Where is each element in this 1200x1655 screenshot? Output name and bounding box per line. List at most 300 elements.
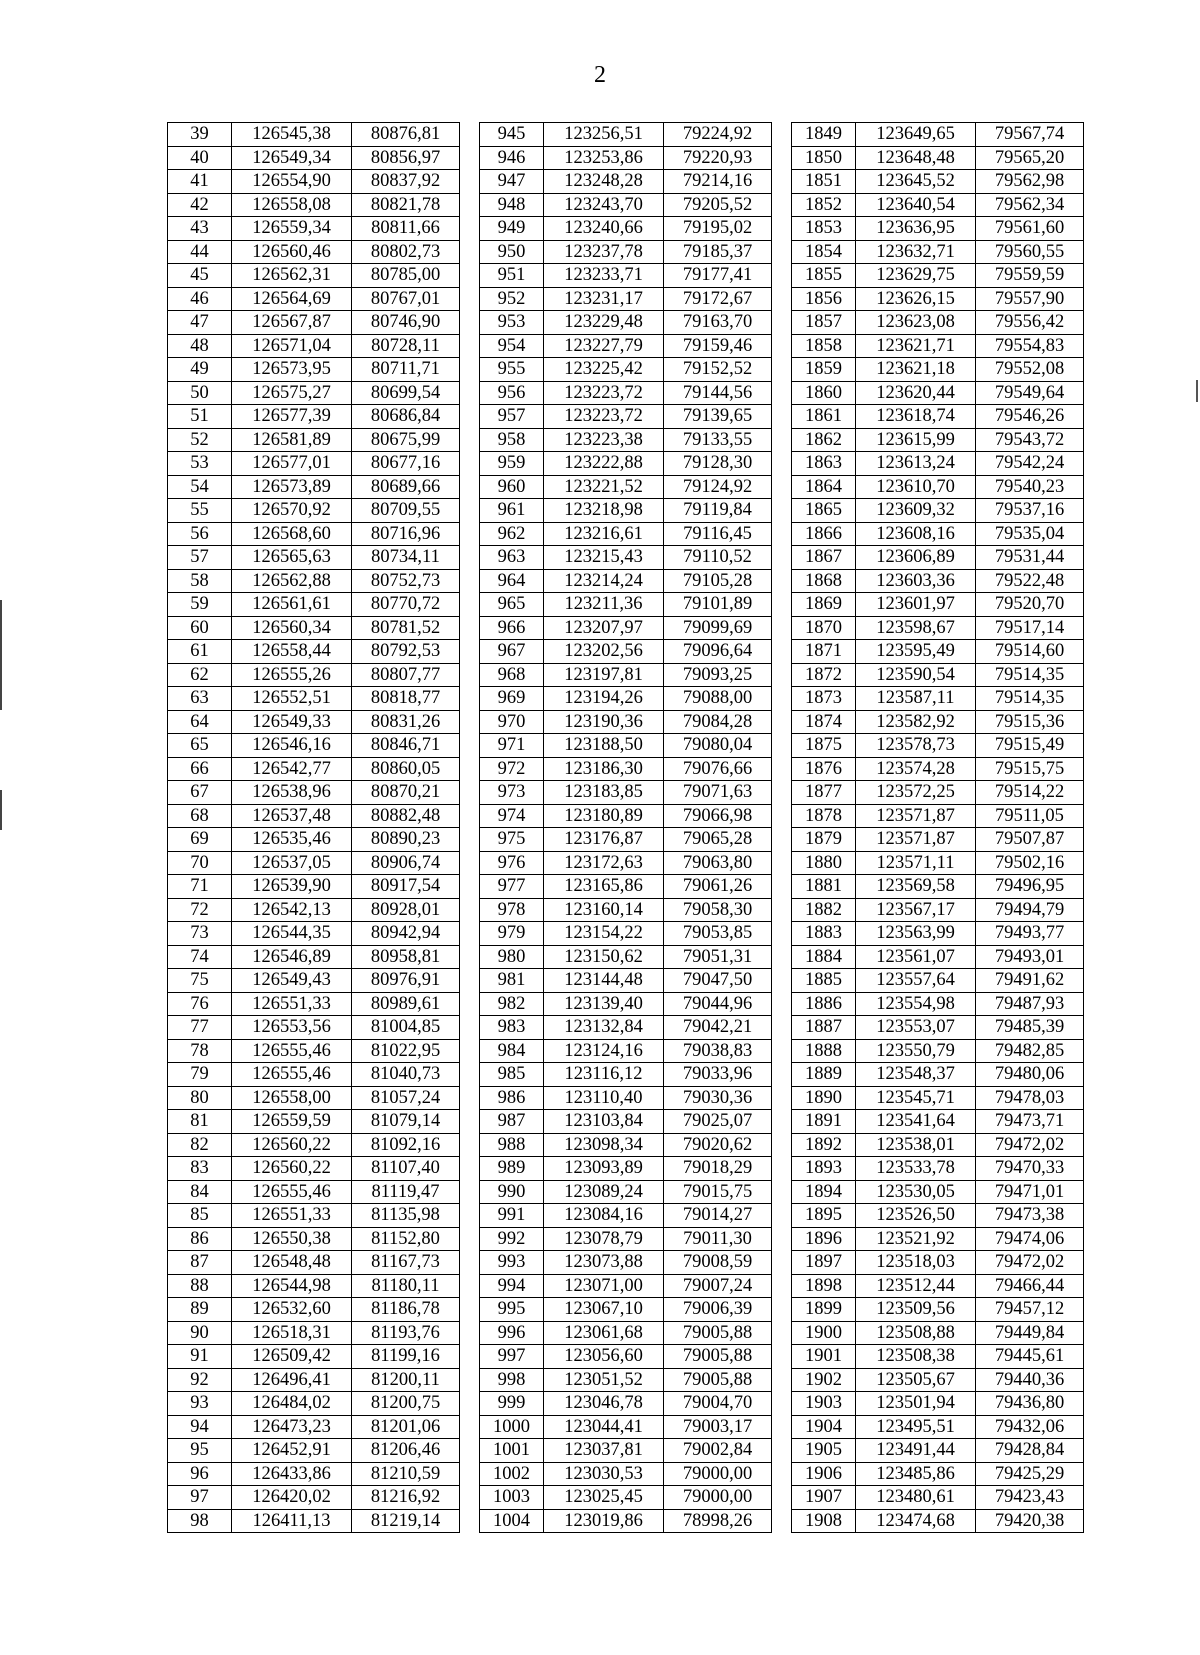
x-coordinate-cell: 126558,08: [232, 193, 352, 217]
x-coordinate-cell: 123521,92: [856, 1227, 976, 1251]
column-gap: [772, 240, 792, 264]
column-gap: [772, 546, 792, 570]
column-gap: [772, 1392, 792, 1416]
x-coordinate-cell: 123606,89: [856, 546, 976, 570]
x-coordinate-cell: 123554,98: [856, 992, 976, 1016]
point-number-cell: 1891: [792, 1110, 856, 1134]
point-number-cell: 992: [480, 1227, 544, 1251]
y-coordinate-cell: 79220,93: [664, 146, 772, 170]
x-coordinate-cell: 123505,67: [856, 1368, 976, 1392]
x-coordinate-cell: 126558,44: [232, 640, 352, 664]
x-coordinate-cell: 123051,52: [544, 1368, 664, 1392]
y-coordinate-cell: 79546,26: [976, 405, 1084, 429]
y-coordinate-cell: 79561,60: [976, 217, 1084, 241]
x-coordinate-cell: 123574,28: [856, 757, 976, 781]
y-coordinate-cell: 80792,53: [352, 640, 460, 664]
column-gap: [460, 334, 480, 358]
point-number-cell: 77: [168, 1016, 232, 1040]
x-coordinate-cell: 123132,84: [544, 1016, 664, 1040]
point-number-cell: 57: [168, 546, 232, 570]
y-coordinate-cell: 80870,21: [352, 781, 460, 805]
point-number-cell: 952: [480, 287, 544, 311]
point-number-cell: 1905: [792, 1439, 856, 1463]
column-gap: [772, 1439, 792, 1463]
column-gap: [772, 922, 792, 946]
y-coordinate-cell: 79522,48: [976, 569, 1084, 593]
point-number-cell: 959: [480, 452, 544, 476]
point-number-cell: 97: [168, 1486, 232, 1510]
y-coordinate-cell: 78998,26: [664, 1509, 772, 1533]
point-number-cell: 73: [168, 922, 232, 946]
table-row: [168, 1110, 1084, 1134]
column-gap: [460, 381, 480, 405]
table-row: [168, 640, 1084, 664]
y-coordinate-cell: 79006,39: [664, 1298, 772, 1322]
point-number-cell: 1870: [792, 616, 856, 640]
column-gap: [772, 828, 792, 852]
column-gap: [460, 452, 480, 476]
point-number-cell: 1892: [792, 1133, 856, 1157]
y-coordinate-cell: 80807,77: [352, 663, 460, 687]
column-gap: [772, 804, 792, 828]
x-coordinate-cell: 126537,05: [232, 851, 352, 875]
point-number-cell: 1859: [792, 358, 856, 382]
point-number-cell: 60: [168, 616, 232, 640]
x-coordinate-cell: 126539,90: [232, 875, 352, 899]
x-coordinate-cell: 123190,36: [544, 710, 664, 734]
column-gap: [772, 1321, 792, 1345]
y-coordinate-cell: 80752,73: [352, 569, 460, 593]
column-gap: [460, 1509, 480, 1533]
x-coordinate-cell: 123509,56: [856, 1298, 976, 1322]
column-gap: [772, 428, 792, 452]
column-gap: [772, 264, 792, 288]
x-coordinate-cell: 123227,79: [544, 334, 664, 358]
x-coordinate-cell: 123233,71: [544, 264, 664, 288]
y-coordinate-cell: 81200,75: [352, 1392, 460, 1416]
column-gap: [460, 499, 480, 523]
x-coordinate-cell: 123598,67: [856, 616, 976, 640]
point-number-cell: 1880: [792, 851, 856, 875]
point-number-cell: 51: [168, 405, 232, 429]
x-coordinate-cell: 123541,64: [856, 1110, 976, 1134]
point-number-cell: 1857: [792, 311, 856, 335]
table-row: [168, 969, 1084, 993]
column-gap: [772, 146, 792, 170]
y-coordinate-cell: 80709,55: [352, 499, 460, 523]
y-coordinate-cell: 79473,71: [976, 1110, 1084, 1134]
x-coordinate-cell: 123569,58: [856, 875, 976, 899]
point-number-cell: 1898: [792, 1274, 856, 1298]
point-number-cell: 978: [480, 898, 544, 922]
column-gap: [460, 1415, 480, 1439]
x-coordinate-cell: 126558,00: [232, 1086, 352, 1110]
point-number-cell: 1864: [792, 475, 856, 499]
y-coordinate-cell: 81210,59: [352, 1462, 460, 1486]
x-coordinate-cell: 123071,00: [544, 1274, 664, 1298]
x-coordinate-cell: 123073,88: [544, 1251, 664, 1275]
column-gap: [460, 1368, 480, 1392]
column-gap: [772, 1086, 792, 1110]
column-gap: [772, 1157, 792, 1181]
point-number-cell: 986: [480, 1086, 544, 1110]
point-number-cell: 61: [168, 640, 232, 664]
table-row: [168, 1439, 1084, 1463]
point-number-cell: 92: [168, 1368, 232, 1392]
x-coordinate-cell: 123223,72: [544, 381, 664, 405]
y-coordinate-cell: 79485,39: [976, 1016, 1084, 1040]
y-coordinate-cell: 80716,96: [352, 522, 460, 546]
column-gap: [460, 804, 480, 828]
point-number-cell: 1900: [792, 1321, 856, 1345]
y-coordinate-cell: 80770,72: [352, 593, 460, 617]
table-row: [168, 922, 1084, 946]
table-row: [168, 1462, 1084, 1486]
point-number-cell: 1875: [792, 734, 856, 758]
y-coordinate-cell: 81199,16: [352, 1345, 460, 1369]
y-coordinate-cell: 80811,66: [352, 217, 460, 241]
column-gap: [460, 1439, 480, 1463]
y-coordinate-cell: 80958,81: [352, 945, 460, 969]
x-coordinate-cell: 123590,54: [856, 663, 976, 687]
x-coordinate-cell: 123211,36: [544, 593, 664, 617]
y-coordinate-cell: 79011,30: [664, 1227, 772, 1251]
y-coordinate-cell: 80860,05: [352, 757, 460, 781]
y-coordinate-cell: 80837,92: [352, 170, 460, 194]
column-gap: [772, 710, 792, 734]
column-gap: [460, 569, 480, 593]
y-coordinate-cell: 79007,24: [664, 1274, 772, 1298]
point-number-cell: 951: [480, 264, 544, 288]
point-number-cell: 1862: [792, 428, 856, 452]
y-coordinate-cell: 79195,02: [664, 217, 772, 241]
column-gap: [772, 499, 792, 523]
y-coordinate-cell: 79144,56: [664, 381, 772, 405]
y-coordinate-cell: 79514,35: [976, 687, 1084, 711]
column-gap: [772, 898, 792, 922]
column-gap: [460, 1110, 480, 1134]
x-coordinate-cell: 123144,48: [544, 969, 664, 993]
point-number-cell: 961: [480, 499, 544, 523]
table-row: [168, 663, 1084, 687]
x-coordinate-cell: 123623,08: [856, 311, 976, 335]
y-coordinate-cell: 79033,96: [664, 1063, 772, 1087]
scan-edge-mark: [1196, 380, 1198, 402]
table-row: [168, 1345, 1084, 1369]
column-gap: [460, 898, 480, 922]
x-coordinate-cell: 123025,45: [544, 1486, 664, 1510]
table-row: [168, 1274, 1084, 1298]
point-number-cell: 1001: [480, 1439, 544, 1463]
point-number-cell: 989: [480, 1157, 544, 1181]
x-coordinate-cell: 126564,69: [232, 287, 352, 311]
point-number-cell: 74: [168, 945, 232, 969]
x-coordinate-cell: 126537,48: [232, 804, 352, 828]
scan-edge-mark: [0, 600, 2, 710]
y-coordinate-cell: 80856,97: [352, 146, 460, 170]
y-coordinate-cell: 79559,59: [976, 264, 1084, 288]
x-coordinate-cell: 126433,86: [232, 1462, 352, 1486]
x-coordinate-cell: 123632,71: [856, 240, 976, 264]
point-number-cell: 954: [480, 334, 544, 358]
table-row: [168, 945, 1084, 969]
point-number-cell: 965: [480, 593, 544, 617]
x-coordinate-cell: 123572,25: [856, 781, 976, 805]
point-number-cell: 993: [480, 1251, 544, 1275]
table-row: [168, 851, 1084, 875]
point-number-cell: 91: [168, 1345, 232, 1369]
point-number-cell: 977: [480, 875, 544, 899]
x-coordinate-cell: 123491,44: [856, 1439, 976, 1463]
x-coordinate-cell: 123044,41: [544, 1415, 664, 1439]
column-gap: [460, 781, 480, 805]
y-coordinate-cell: 79482,85: [976, 1039, 1084, 1063]
x-coordinate-cell: 123648,48: [856, 146, 976, 170]
column-gap: [772, 1110, 792, 1134]
column-gap: [772, 945, 792, 969]
column-gap: [460, 358, 480, 382]
column-gap: [772, 875, 792, 899]
column-gap: [772, 734, 792, 758]
point-number-cell: 40: [168, 146, 232, 170]
x-coordinate-cell: 123530,05: [856, 1180, 976, 1204]
point-number-cell: 948: [480, 193, 544, 217]
x-coordinate-cell: 123649,65: [856, 123, 976, 147]
column-gap: [460, 663, 480, 687]
x-coordinate-cell: 126555,46: [232, 1180, 352, 1204]
x-coordinate-cell: 123640,54: [856, 193, 976, 217]
table-row: [168, 828, 1084, 852]
column-gap: [460, 945, 480, 969]
point-number-cell: 88: [168, 1274, 232, 1298]
y-coordinate-cell: 79471,01: [976, 1180, 1084, 1204]
x-coordinate-cell: 123474,68: [856, 1509, 976, 1533]
point-number-cell: 1906: [792, 1462, 856, 1486]
x-coordinate-cell: 123225,42: [544, 358, 664, 382]
y-coordinate-cell: 79537,16: [976, 499, 1084, 523]
point-number-cell: 43: [168, 217, 232, 241]
y-coordinate-cell: 79159,46: [664, 334, 772, 358]
column-gap: [460, 1133, 480, 1157]
x-coordinate-cell: 126559,34: [232, 217, 352, 241]
column-gap: [772, 1274, 792, 1298]
x-coordinate-cell: 123582,92: [856, 710, 976, 734]
y-coordinate-cell: 79420,38: [976, 1509, 1084, 1533]
x-coordinate-cell: 126551,33: [232, 1204, 352, 1228]
x-coordinate-cell: 126568,60: [232, 522, 352, 546]
point-number-cell: 1887: [792, 1016, 856, 1040]
table-row: [168, 1509, 1084, 1533]
point-number-cell: 1858: [792, 334, 856, 358]
point-number-cell: 1889: [792, 1063, 856, 1087]
x-coordinate-cell: 123139,40: [544, 992, 664, 1016]
y-coordinate-cell: 79474,06: [976, 1227, 1084, 1251]
y-coordinate-cell: 79565,20: [976, 146, 1084, 170]
y-coordinate-cell: 79493,77: [976, 922, 1084, 946]
x-coordinate-cell: 123154,22: [544, 922, 664, 946]
point-number-cell: 973: [480, 781, 544, 805]
x-coordinate-cell: 126562,88: [232, 569, 352, 593]
y-coordinate-cell: 79008,59: [664, 1251, 772, 1275]
y-coordinate-cell: 79466,44: [976, 1274, 1084, 1298]
x-coordinate-cell: 123188,50: [544, 734, 664, 758]
point-number-cell: 955: [480, 358, 544, 382]
table-row: [168, 1298, 1084, 1322]
y-coordinate-cell: 80928,01: [352, 898, 460, 922]
column-gap: [772, 569, 792, 593]
y-coordinate-cell: 79116,45: [664, 522, 772, 546]
y-coordinate-cell: 79076,66: [664, 757, 772, 781]
y-coordinate-cell: 79457,12: [976, 1298, 1084, 1322]
y-coordinate-cell: 79058,30: [664, 898, 772, 922]
column-gap: [460, 1298, 480, 1322]
point-number-cell: 68: [168, 804, 232, 828]
column-gap: [460, 1157, 480, 1181]
point-number-cell: 78: [168, 1039, 232, 1063]
x-coordinate-cell: 123626,15: [856, 287, 976, 311]
column-gap: [772, 1039, 792, 1063]
point-number-cell: 42: [168, 193, 232, 217]
y-coordinate-cell: 79088,00: [664, 687, 772, 711]
x-coordinate-cell: 123618,74: [856, 405, 976, 429]
x-coordinate-cell: 123078,79: [544, 1227, 664, 1251]
point-number-cell: 985: [480, 1063, 544, 1087]
point-number-cell: 49: [168, 358, 232, 382]
y-coordinate-cell: 80846,71: [352, 734, 460, 758]
x-coordinate-cell: 126545,38: [232, 123, 352, 147]
x-coordinate-cell: 126560,22: [232, 1157, 352, 1181]
point-number-cell: 86: [168, 1227, 232, 1251]
point-number-cell: 995: [480, 1298, 544, 1322]
table-row: [168, 1133, 1084, 1157]
y-coordinate-cell: 81219,14: [352, 1509, 460, 1533]
y-coordinate-cell: 81135,98: [352, 1204, 460, 1228]
y-coordinate-cell: 79540,23: [976, 475, 1084, 499]
y-coordinate-cell: 80785,00: [352, 264, 460, 288]
table-row: [168, 1086, 1084, 1110]
x-coordinate-cell: 126551,33: [232, 992, 352, 1016]
point-number-cell: 66: [168, 757, 232, 781]
column-gap: [460, 546, 480, 570]
y-coordinate-cell: 79119,84: [664, 499, 772, 523]
column-gap: [460, 1462, 480, 1486]
y-coordinate-cell: 80942,94: [352, 922, 460, 946]
table-row: [168, 358, 1084, 382]
x-coordinate-cell: 126577,01: [232, 452, 352, 476]
point-number-cell: 1902: [792, 1368, 856, 1392]
y-coordinate-cell: 81079,14: [352, 1110, 460, 1134]
y-coordinate-cell: 79428,84: [976, 1439, 1084, 1463]
y-coordinate-cell: 79487,93: [976, 992, 1084, 1016]
point-number-cell: 1882: [792, 898, 856, 922]
column-gap: [772, 781, 792, 805]
y-coordinate-cell: 79020,62: [664, 1133, 772, 1157]
point-number-cell: 1865: [792, 499, 856, 523]
x-coordinate-cell: 123202,56: [544, 640, 664, 664]
y-coordinate-cell: 80746,90: [352, 311, 460, 335]
table-row: [168, 875, 1084, 899]
column-gap: [772, 687, 792, 711]
column-gap: [772, 640, 792, 664]
x-coordinate-cell: 123571,11: [856, 851, 976, 875]
x-coordinate-cell: 123231,17: [544, 287, 664, 311]
y-coordinate-cell: 81107,40: [352, 1157, 460, 1181]
x-coordinate-cell: 126561,61: [232, 593, 352, 617]
column-gap: [460, 475, 480, 499]
column-gap: [772, 1415, 792, 1439]
point-number-cell: 1850: [792, 146, 856, 170]
y-coordinate-cell: 79152,52: [664, 358, 772, 382]
x-coordinate-cell: 123613,24: [856, 452, 976, 476]
y-coordinate-cell: 79535,04: [976, 522, 1084, 546]
column-gap: [772, 217, 792, 241]
point-number-cell: 983: [480, 1016, 544, 1040]
y-coordinate-cell: 80831,26: [352, 710, 460, 734]
point-number-cell: 1879: [792, 828, 856, 852]
x-coordinate-cell: 123160,14: [544, 898, 664, 922]
coordinates-table: [167, 122, 1084, 1533]
x-coordinate-cell: 123194,26: [544, 687, 664, 711]
x-coordinate-cell: 123571,87: [856, 828, 976, 852]
point-number-cell: 998: [480, 1368, 544, 1392]
table-row: [168, 710, 1084, 734]
y-coordinate-cell: 79101,89: [664, 593, 772, 617]
column-gap: [460, 146, 480, 170]
x-coordinate-cell: 126546,89: [232, 945, 352, 969]
x-coordinate-cell: 126552,51: [232, 687, 352, 711]
column-gap: [772, 1063, 792, 1087]
x-coordinate-cell: 126575,27: [232, 381, 352, 405]
point-number-cell: 1873: [792, 687, 856, 711]
y-coordinate-cell: 79502,16: [976, 851, 1084, 875]
point-number-cell: 990: [480, 1180, 544, 1204]
y-coordinate-cell: 79473,38: [976, 1204, 1084, 1228]
column-gap: [460, 757, 480, 781]
point-number-cell: 1869: [792, 593, 856, 617]
x-coordinate-cell: 126581,89: [232, 428, 352, 452]
point-number-cell: 53: [168, 452, 232, 476]
y-coordinate-cell: 79025,07: [664, 1110, 772, 1134]
table-row: [168, 1486, 1084, 1510]
column-gap: [772, 1180, 792, 1204]
page-number: 2: [594, 62, 606, 88]
point-number-cell: 67: [168, 781, 232, 805]
point-number-cell: 1861: [792, 405, 856, 429]
y-coordinate-cell: 79552,08: [976, 358, 1084, 382]
point-number-cell: 970: [480, 710, 544, 734]
point-number-cell: 54: [168, 475, 232, 499]
y-coordinate-cell: 80728,11: [352, 334, 460, 358]
x-coordinate-cell: 123563,99: [856, 922, 976, 946]
point-number-cell: 76: [168, 992, 232, 1016]
table-row: [168, 1415, 1084, 1439]
column-gap: [460, 217, 480, 241]
table-row: [168, 1204, 1084, 1228]
table-row: [168, 1368, 1084, 1392]
y-coordinate-cell: 79445,61: [976, 1345, 1084, 1369]
point-number-cell: 1867: [792, 546, 856, 570]
column-gap: [460, 922, 480, 946]
x-coordinate-cell: 123545,71: [856, 1086, 976, 1110]
y-coordinate-cell: 81200,11: [352, 1368, 460, 1392]
y-coordinate-cell: 79449,84: [976, 1321, 1084, 1345]
column-gap: [460, 969, 480, 993]
point-number-cell: 1908: [792, 1509, 856, 1533]
point-number-cell: 950: [480, 240, 544, 264]
x-coordinate-cell: 123214,24: [544, 569, 664, 593]
column-gap: [460, 1227, 480, 1251]
column-gap: [772, 1133, 792, 1157]
